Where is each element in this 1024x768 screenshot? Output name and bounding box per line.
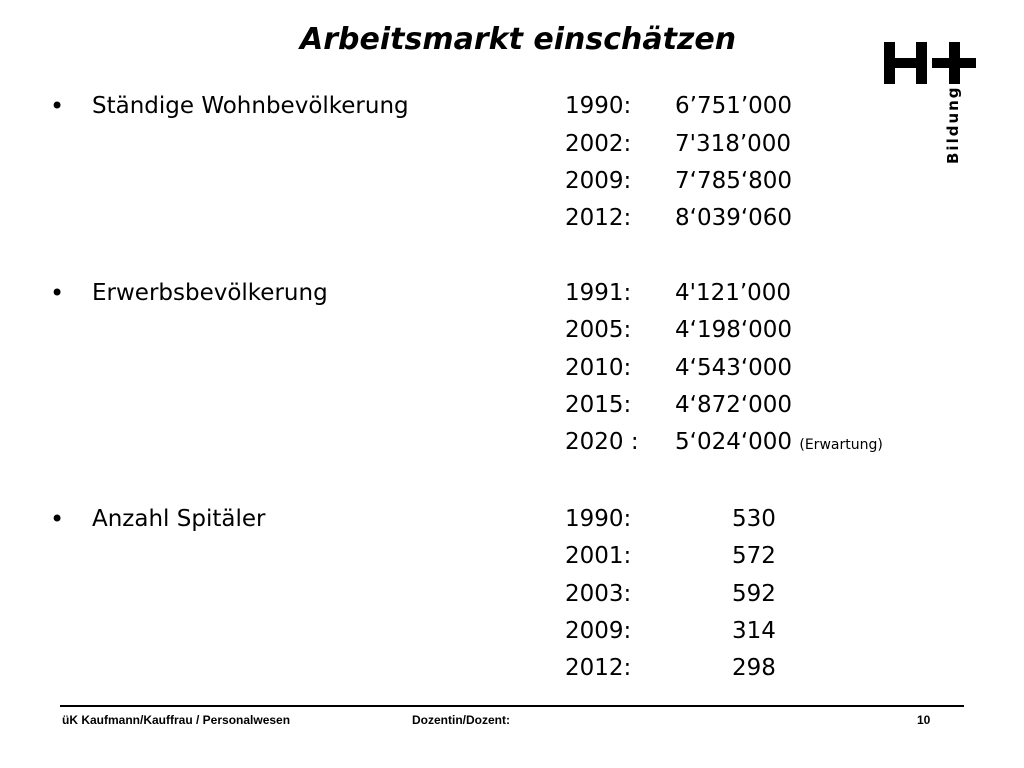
item-label: Erwerbsbevölkerung — [92, 280, 328, 306]
footer-course: üK Kaufmann/Kauffrau / Personalwesen — [62, 713, 291, 727]
footer-lecturer: Dozentin/Dozent: — [412, 713, 510, 727]
year: 2012: — [565, 205, 632, 231]
value: 314 — [732, 618, 776, 644]
year: 1991: — [565, 280, 632, 306]
year: 2009: — [565, 168, 632, 194]
footer-divider — [60, 705, 964, 707]
value: 572 — [732, 543, 776, 569]
value: 4‘198‘000 — [675, 317, 793, 343]
value-number: 5‘024‘000 — [675, 429, 793, 455]
hplus-logo — [882, 40, 978, 170]
year: 2005: — [565, 317, 632, 343]
bullet: • — [50, 505, 65, 533]
value: 530 — [732, 506, 776, 532]
year: 2003: — [565, 581, 632, 607]
year: 1990: — [565, 506, 632, 532]
value: 7‘785‘800 — [675, 168, 793, 194]
value: 592 — [732, 581, 776, 607]
value: 4‘543‘000 — [675, 355, 793, 381]
year: 2001: — [565, 543, 632, 569]
item-label: Anzahl Spitäler — [92, 506, 266, 532]
value: 7'318’000 — [675, 131, 792, 157]
value — [675, 425, 883, 462]
hplus-logo-icon — [882, 40, 978, 86]
year: 2012: — [565, 655, 632, 681]
year: 2002: — [565, 131, 632, 157]
logo-wordmark: Bildung — [944, 85, 962, 164]
bullet: • — [50, 279, 65, 307]
value: 8‘039‘060 — [675, 205, 793, 231]
year: 2009: — [565, 618, 632, 644]
year: 1990: — [565, 93, 632, 119]
item-label: Ständige Wohnbevölkerung — [92, 93, 409, 119]
value: 4'121’000 — [675, 280, 792, 306]
bullet: • — [50, 92, 65, 120]
year: 2015: — [565, 392, 632, 418]
value-note: (Erwartung) — [799, 437, 883, 453]
value: 4‘872‘000 — [675, 392, 793, 418]
value: 6’751’000 — [675, 93, 793, 119]
slide-title: Arbeitsmarkt einschätzen — [300, 22, 737, 57]
page-number: 10 — [917, 713, 931, 727]
value: 298 — [732, 655, 776, 681]
year: 2020 : — [565, 429, 639, 455]
year: 2010: — [565, 355, 632, 381]
